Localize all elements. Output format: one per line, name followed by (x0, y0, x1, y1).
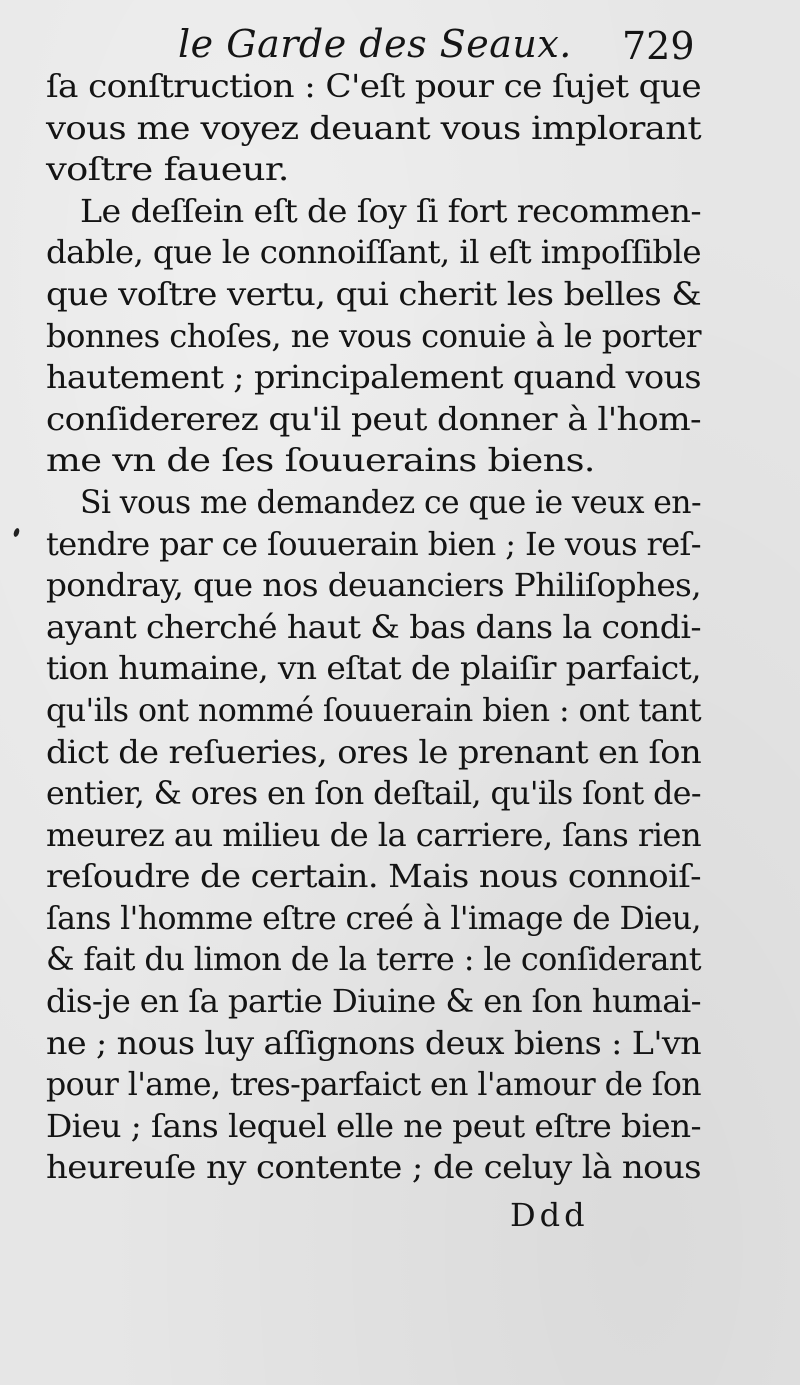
text-line: vous me voyez deuant vous implorant (46, 108, 701, 147)
text-line: Dieu ; ſans lequel elle ne peut eſtre bien- (46, 1106, 701, 1145)
text-line: conſidererez qu'il peut donner à l'hom- (46, 399, 702, 438)
text-line: heureuſe ny contente ; de celuy là nous (46, 1148, 701, 1187)
text-line: meurez au milieu de la carriere, ſans rien (46, 815, 701, 854)
text-line: ſa conſtruction : C'eſt pour ce ſujet que (46, 67, 701, 105)
text-line: Le deſſein eſt de ſoy ſi fort recommen- (80, 191, 701, 230)
text-line: & fait du limon de la terre : le conſiderant (46, 940, 701, 979)
text-line: dict de reſueries, ores le prenant en ſon (46, 732, 701, 771)
text-line: bonnes choſes, ne vous conuie à le porter (46, 316, 701, 355)
page-number: 729 (622, 24, 695, 68)
text-line: pour l'ame, tres-parfaict en l'amour de ſon (46, 1065, 701, 1104)
text-line: que voſtre vertu, qui cherit les belles & (46, 274, 701, 313)
text-line: ayant cherché haut & bas dans la condi- (46, 607, 701, 646)
running-title: le Garde des Seaux. (178, 22, 572, 66)
catchword: Ddd (510, 1196, 589, 1234)
text-line: dable, que le connoiſſant, il eſt impoſſible (46, 233, 701, 272)
text-line: ne ; nous luy aſſignons deux biens : L'vn (46, 1023, 701, 1062)
text-line: me vn de ſes ſouuerains biens. (46, 441, 595, 480)
text-line: entier, & ores en ſon deſtail, qu'ils ſont de- (46, 774, 701, 813)
text-line: reſoudre de certain. Mais nous connoiſ- (46, 857, 701, 896)
body-text (46, 66, 706, 1189)
text-line: tion humaine, vn eſtat de plaiſir parfaict, (46, 649, 701, 688)
text-line: voſtre faueur. (46, 150, 289, 189)
ink-speck (13, 527, 21, 537)
text-line: ſans l'homme eſtre creé à l'image de Dieu, (46, 898, 701, 937)
text-line: Si vous me demandez ce que ie veux en- (80, 482, 701, 521)
text-line: tendre par ce ſouuerain bien ; Ie vous reſ- (46, 524, 701, 563)
text-line: qu'ils ont nommé ſouuerain bien : ont tant (46, 690, 701, 729)
text-line: pondray, que nos deuanciers Philiſophes, (46, 566, 701, 605)
text-line: dis-je en ſa partie Diuine & en ſon humai- (46, 982, 702, 1021)
text-line: hautement ; principalement quand vous (46, 358, 701, 397)
